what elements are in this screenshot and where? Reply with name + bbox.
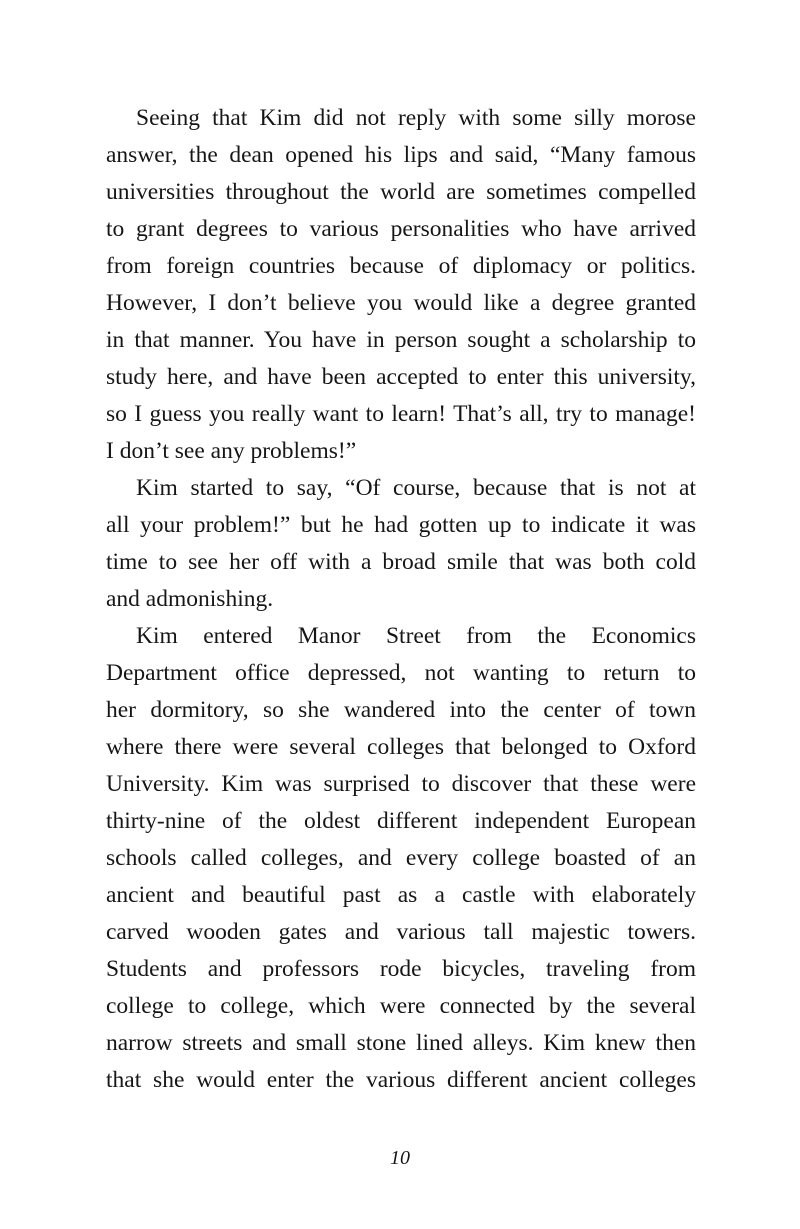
- text-line: all your problem!” but he had gotten up to indicate it was: [106, 512, 696, 538]
- text-line: college to college, which were connected by the several: [106, 993, 696, 1019]
- text-line: thirty-nine of the oldest different independent European: [106, 808, 696, 834]
- text-line: carved wooden gates and various tall majestic towers.: [106, 919, 696, 945]
- text-line: I don’t see any problems!”: [106, 438, 357, 464]
- text-line: Students and professors rode bicycles, traveling from: [106, 956, 696, 982]
- body-text: [106, 100, 696, 1099]
- text-line: time to see her off with a broad smile that was both cold: [106, 549, 696, 575]
- text-line: However, I don’t believe you would like a degree granted: [106, 290, 696, 316]
- page-number: 10: [390, 1147, 410, 1169]
- paragraph-3: [106, 618, 696, 1099]
- text-line: and admonishing.: [106, 586, 274, 612]
- text-line: that she would enter the various different ancient colleges: [106, 1067, 696, 1093]
- text-line: Kim started to say, “Of course, because that is not at: [136, 475, 696, 501]
- text-line: University. Kim was surprised to discover that these were: [106, 771, 696, 797]
- text-line: Kim entered Manor Street from the Economics: [136, 623, 696, 649]
- text-line: so I guess you really want to learn! That’s all, try to manage!: [106, 401, 696, 427]
- paragraph-1: [106, 100, 696, 470]
- text-line: universities throughout the world are sometimes compelled: [106, 179, 696, 205]
- text-line: study here, and have been accepted to enter this university,: [106, 364, 696, 390]
- text-line: narrow streets and small stone lined alleys. Kim knew then: [106, 1030, 696, 1056]
- paragraph-2: [106, 470, 696, 618]
- text-line: ancient and beautiful past as a castle with elaborately: [106, 882, 696, 908]
- text-line: answer, the dean opened his lips and said, “Many famous: [106, 142, 696, 168]
- text-line: Seeing that Kim did not reply with some silly morose: [136, 105, 696, 131]
- text-line: from foreign countries because of diplomacy or politics.: [106, 253, 696, 279]
- text-line: Department office depressed, not wanting to return to: [106, 660, 696, 686]
- text-line: schools called colleges, and every college boasted of an: [106, 845, 696, 871]
- text-line: her dormitory, so she wandered into the center of town: [106, 697, 696, 723]
- text-line: where there were several colleges that belonged to Oxford: [106, 734, 696, 760]
- text-line: in that manner. You have in person sought a scholarship to: [106, 327, 696, 353]
- text-line: to grant degrees to various personalities who have arrived: [106, 216, 696, 242]
